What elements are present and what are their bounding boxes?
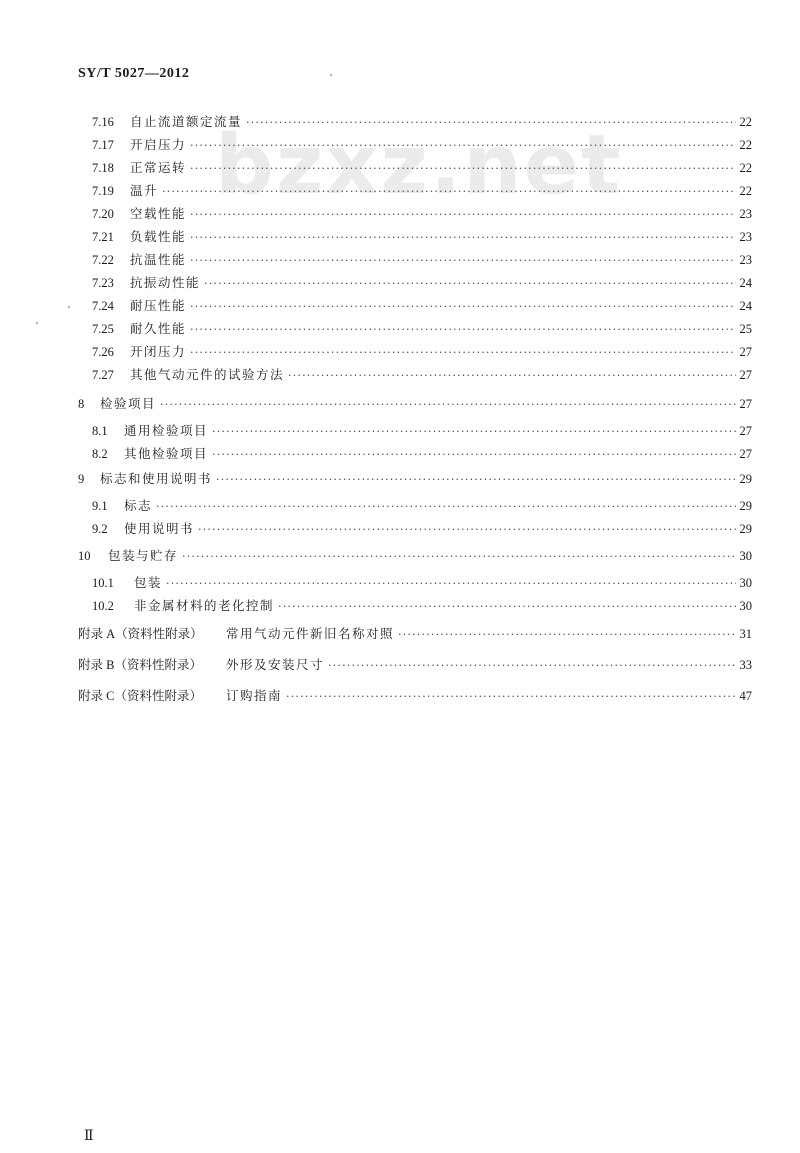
- toc-entry[interactable]: [92, 206, 752, 222]
- toc-entry-page: 22: [739, 138, 752, 152]
- toc-entry-number: 9: [78, 472, 85, 486]
- scan-speck: [330, 74, 332, 76]
- toc-entry[interactable]: [92, 114, 752, 130]
- toc-entry-number: 8: [78, 397, 85, 411]
- toc-entry[interactable]: [92, 344, 752, 360]
- toc-entry-number: 8.1: [92, 424, 108, 438]
- toc-entry-title: 使用说明书: [124, 521, 195, 536]
- toc-entry-title: 负载性能: [130, 229, 187, 244]
- toc-leader-dots: [246, 115, 735, 131]
- toc-entry-title: 抗振动性能: [130, 275, 201, 290]
- toc-entry-page: 30: [739, 599, 752, 613]
- toc-entry-number: 10.1: [92, 576, 114, 590]
- toc-entry-title: 非金属材料的老化控制: [134, 598, 275, 613]
- toc-entry-page: 22: [739, 161, 752, 175]
- toc-leader-dots: [190, 299, 735, 315]
- toc-leader-dots: [204, 276, 735, 292]
- toc-leader-dots: [182, 549, 735, 565]
- toc-entry-title: 耐久性能: [130, 321, 187, 336]
- toc-entry[interactable]: [92, 229, 752, 245]
- toc-entry-title: 标志: [124, 498, 153, 513]
- toc-entry-number: 8.2: [92, 447, 108, 461]
- toc-entry-number: 7.16: [92, 115, 114, 129]
- toc-entry-page: 33: [739, 658, 752, 672]
- toc-entry-title: 自止流道额定流量: [130, 114, 243, 129]
- toc-leader-dots: [190, 345, 735, 361]
- toc-entry-page: 29: [739, 522, 752, 536]
- toc-entry[interactable]: [92, 598, 752, 614]
- toc-entry[interactable]: [92, 367, 752, 383]
- toc-entry[interactable]: [92, 298, 752, 314]
- toc-entry-title: 温升: [130, 183, 159, 198]
- toc-entry-appendix[interactable]: [78, 626, 752, 642]
- toc-entry-title: 正常运转: [130, 160, 187, 175]
- toc-entry-number: 附录 A（资料性附录）: [78, 627, 203, 641]
- toc-entry-page: 27: [739, 397, 752, 411]
- toc-leader-dots: [198, 522, 735, 538]
- toc-entry[interactable]: [92, 423, 752, 439]
- scan-speck: [36, 322, 38, 324]
- toc-entry-number: 7.20: [92, 207, 114, 221]
- watermark: bzxz.net: [215, 118, 623, 213]
- toc-entry-number: 7.19: [92, 184, 114, 198]
- toc-entry[interactable]: [92, 160, 752, 176]
- toc-entry-number: 9.2: [92, 522, 108, 536]
- document-code-header: SY/T 5027—2012: [78, 66, 190, 81]
- toc-leader-dots: [190, 207, 735, 223]
- toc-entry-title: 包装: [134, 575, 163, 590]
- toc-entry-appendix[interactable]: [78, 688, 752, 704]
- toc-entry-page: 27: [739, 345, 752, 359]
- toc-entry-number: 7.26: [92, 345, 114, 359]
- toc-entry-page: 27: [739, 368, 752, 382]
- toc-entry[interactable]: [92, 521, 752, 537]
- toc-leader-dots: [190, 230, 735, 246]
- toc-entry-chapter[interactable]: [78, 396, 752, 412]
- toc-entry-page: 22: [739, 115, 752, 129]
- toc-entry-title: 其他检验项目: [124, 446, 209, 461]
- toc-entry-title: 外形及安装尺寸: [226, 657, 325, 672]
- toc-entry-page: 27: [739, 447, 752, 461]
- toc-entry-title: 包装与贮存: [108, 548, 179, 563]
- toc-entry[interactable]: [92, 575, 752, 591]
- toc-leader-dots: [212, 424, 735, 440]
- toc-entry-page: 29: [739, 472, 752, 486]
- toc-entry-page: 23: [739, 253, 752, 267]
- toc-entry-page: 23: [739, 207, 752, 221]
- toc-entry-appendix[interactable]: [78, 657, 752, 673]
- toc-entry-number: 附录 C（资料性附录）: [78, 689, 202, 703]
- page-number-footer: Ⅱ: [84, 1129, 94, 1144]
- toc-entry-title: 标志和使用说明书: [100, 471, 213, 486]
- toc-leader-dots: [288, 368, 735, 384]
- toc-entry-number: 7.27: [92, 368, 114, 382]
- toc-entry-title: 抗温性能: [130, 252, 187, 267]
- toc-leader-dots: [190, 253, 735, 269]
- toc-leader-dots: [190, 161, 735, 177]
- toc-entry-page: 24: [739, 276, 752, 290]
- toc-entry-page: 47: [739, 689, 752, 703]
- scan-speck: [68, 306, 70, 308]
- toc-entry-page: 22: [739, 184, 752, 198]
- toc-entry-title: 耐压性能: [130, 298, 187, 313]
- toc-entry-number: 10: [78, 549, 91, 563]
- toc-entry-number: 7.25: [92, 322, 114, 336]
- toc-entry[interactable]: [92, 446, 752, 462]
- toc-entry[interactable]: [92, 252, 752, 268]
- toc-leader-dots: [216, 472, 735, 488]
- toc-entry[interactable]: [92, 137, 752, 153]
- toc-leader-dots: [328, 658, 735, 674]
- toc-entry-title: 检验项目: [100, 396, 157, 411]
- toc-entry-number: 附录 B（资料性附录）: [78, 658, 202, 672]
- toc-leader-dots: [212, 447, 735, 463]
- toc-entry-title: 开闭压力: [130, 344, 187, 359]
- toc-entry[interactable]: [92, 275, 752, 291]
- toc-entry-number: 7.21: [92, 230, 114, 244]
- toc-entry-chapter[interactable]: [78, 548, 752, 564]
- toc-leader-dots: [190, 322, 735, 338]
- toc-leader-dots: [278, 599, 735, 615]
- toc-entry-number: 9.1: [92, 499, 108, 513]
- toc-leader-dots: [286, 689, 735, 705]
- toc-entry-number: 7.17: [92, 138, 114, 152]
- toc-leader-dots: [156, 499, 735, 515]
- toc-entry-title: 订购指南: [226, 688, 283, 703]
- toc-entry-number: 7.24: [92, 299, 114, 313]
- toc-entry-page: 23: [739, 230, 752, 244]
- toc-entry-page: 29: [739, 499, 752, 513]
- toc-entry[interactable]: [92, 498, 752, 514]
- toc-entry-page: 31: [739, 627, 752, 641]
- toc-entry-title: 空载性能: [130, 206, 187, 221]
- toc-entry-number: 10.2: [92, 599, 114, 613]
- toc-entry[interactable]: [92, 183, 752, 199]
- toc-leader-dots: [166, 576, 735, 592]
- toc-leader-dots: [398, 627, 735, 643]
- toc-entry-number: 7.22: [92, 253, 114, 267]
- toc-entry-page: 27: [739, 424, 752, 438]
- toc-entry-title: 常用气动元件新旧名称对照: [226, 626, 395, 641]
- toc-entry-title: 开启压力: [130, 137, 187, 152]
- toc-entry-page: 24: [739, 299, 752, 313]
- toc-entry-page: 25: [739, 322, 752, 336]
- toc-leader-dots: [162, 184, 735, 200]
- toc-leader-dots: [190, 138, 735, 154]
- toc-leader-dots: [160, 397, 735, 413]
- toc-entry[interactable]: [92, 321, 752, 337]
- toc-entry-page: 30: [739, 549, 752, 563]
- toc-entry-chapter[interactable]: [78, 471, 752, 487]
- toc-entry-page: 30: [739, 576, 752, 590]
- toc-entry-title: 通用检验项目: [124, 423, 209, 438]
- toc-entry-title: 其他气动元件的试验方法: [130, 367, 285, 382]
- toc-entry-number: 7.23: [92, 276, 114, 290]
- toc-entry-number: 7.18: [92, 161, 114, 175]
